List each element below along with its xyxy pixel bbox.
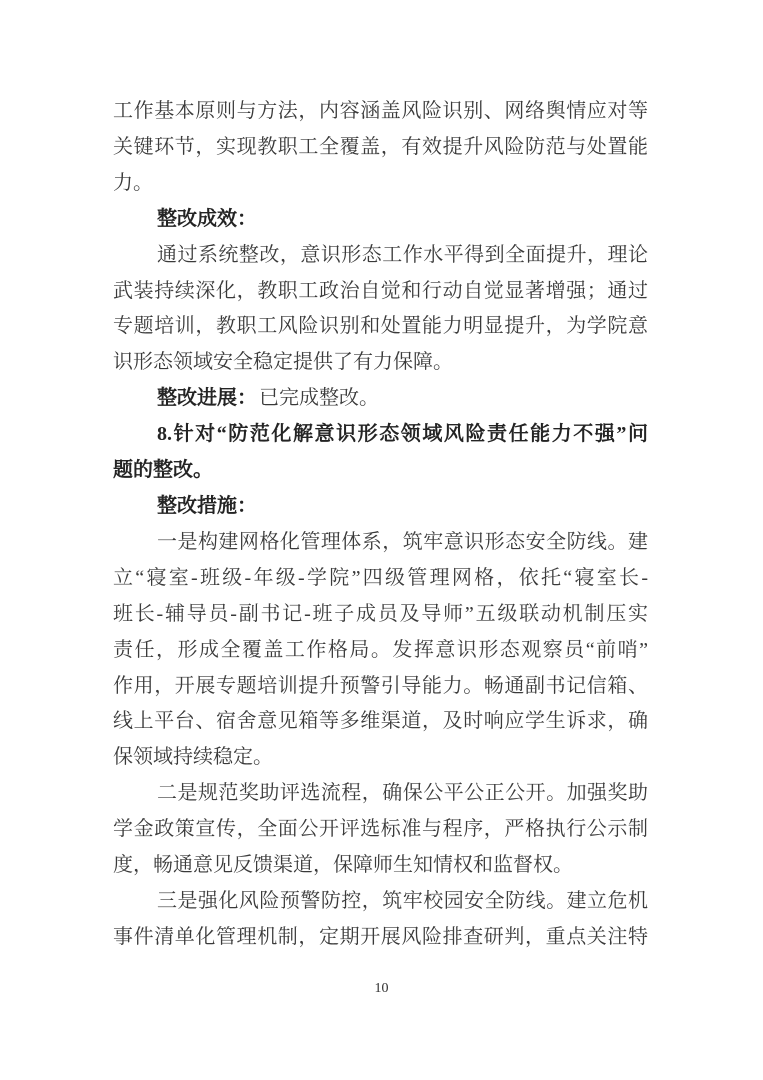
paragraph <box>113 238 648 382</box>
paragraph <box>113 776 648 884</box>
doc-line: 力。 <box>113 171 153 194</box>
doc-line: 整改成效： <box>157 207 257 230</box>
doc-line: 一是构建网格化管理体系，筑牢意识形态安全防线。建 <box>157 530 648 553</box>
doc-line: 立“寝室-班级-年级-学院”四级管理网格，依托“寝室长- <box>113 566 648 589</box>
doc-line: 责任，形成全覆盖工作格局。发挥意识形态观察员“前哨” <box>113 638 648 661</box>
doc-line: 题的整改。 <box>113 459 213 482</box>
doc-line: 二是规范奖助评选流程，确保公平公正公开。加强奖助 <box>157 782 648 805</box>
progress-label: 整改进展： <box>157 387 257 410</box>
paragraph <box>113 525 648 776</box>
progress-value: 已完成整改。 <box>259 387 379 410</box>
paragraph <box>113 381 648 417</box>
doc-line: 专题培训，教职工风险识别和处置能力明显提升，为学院意 <box>113 315 648 338</box>
doc-line: 识形态领域安全稳定提供了有力保障。 <box>113 351 453 374</box>
doc-line: 关键环节，实现教职工全覆盖，有效提升风险防范与处置能 <box>113 135 648 158</box>
doc-line: 事件清单化管理机制，定期开展风险排查研判，重点关注特 <box>113 925 648 948</box>
doc-line: 整改措施： <box>157 494 257 517</box>
doc-line: 通过系统整改，意识形态工作水平得到全面提升，理论 <box>157 243 648 266</box>
paragraph <box>113 94 648 202</box>
doc-line: 保领域持续稳定。 <box>113 746 273 769</box>
doc-line: 学金政策宣传，全面公开评选标准与程序，严格执行公示制 <box>113 818 648 841</box>
numbered-heading <box>113 417 648 489</box>
document-text-block <box>113 94 648 956</box>
page-number: 10 <box>374 981 389 996</box>
doc-line: 作用，开展专题培训提升预警引导能力。畅通副书记信箱、 <box>113 674 648 697</box>
section-heading <box>113 489 648 525</box>
doc-line: 工作基本原则与方法，内容涵盖风险识别、网络舆情应对等 <box>113 100 648 122</box>
doc-line: 班长-辅导员-副书记-班子成员及导师”五级联动机制压实 <box>113 602 648 625</box>
paragraph <box>113 884 648 956</box>
doc-line <box>113 381 648 417</box>
section-heading <box>113 202 648 238</box>
doc-line: 武装持续深化，教职工政治自觉和行动自觉显著增强；通过 <box>113 279 648 302</box>
doc-line: 三是强化风险预警防控，筑牢校园安全防线。建立危机 <box>157 889 648 912</box>
doc-line: 线上平台、宿舍意见箱等多维渠道，及时响应学生诉求，确 <box>113 710 648 733</box>
doc-line: 度，畅通意见反馈渠道，保障师生知情权和监督权。 <box>113 854 573 877</box>
doc-line: 8.针对“防范化解意识形态领域风险责任能力不强”问 <box>157 423 648 446</box>
